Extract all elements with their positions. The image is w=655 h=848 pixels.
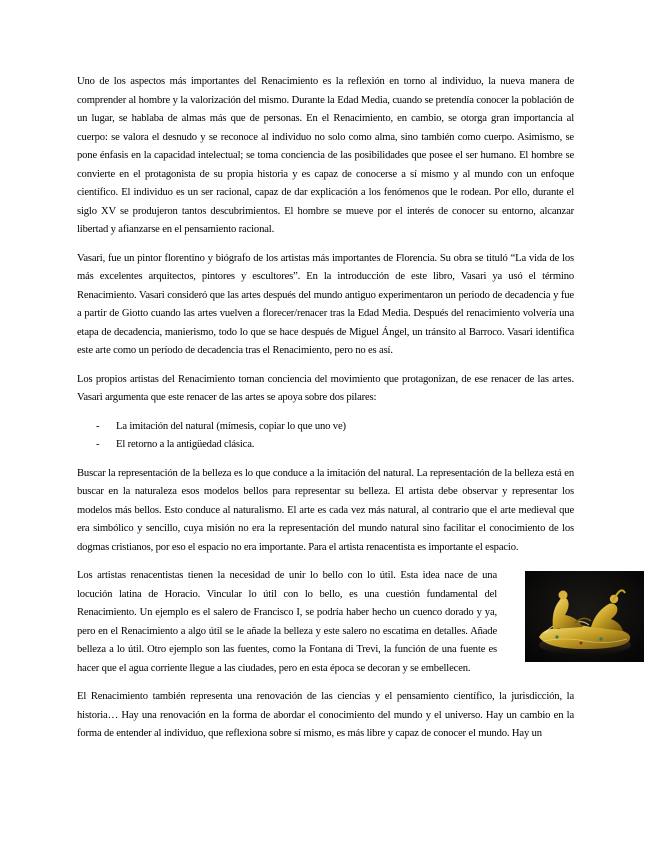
paragraph-renovacion: El Renacimiento también representa una renovación de las ciencias y el pensamiento científico, la jurisdicción, la historia… Hay una renovación en la forma de abordar el conocimiento del mundo y el universo. Hay un cambio en la forma de entender al individuo, que reflexiona sobre sí mismo, es más libre y capaz de conocer el mundo. Hay un	[77, 691, 574, 739]
salt-cellar-photo	[525, 571, 644, 662]
paragraph-vasari: Vasari, fue un pintor florentino y biógrafo de los artistas más importantes de Florencia. Su obra se tituló “La vida de los más excelentes arquitectos, pintores y escultores”. En la introducción de este libro, Vasari ya usó el término Renacimiento. Vasari consideró que las artes después del mundo antiguo experimentaron un periodo de decadencia y fue a partir de Giotto cuando las artes vuelven a florecer/renacer tras la Edad Media. Después del renacimiento volvería una etapa de decadencia, manierismo, todo lo que se hace después de Miguel Ángel, un tránsito al Barroco. Vasari identifica este arte como un período de decadencia tras el Renacimiento, pero no es así.	[77, 252, 574, 356]
paragraph-individuo: Uno de los aspectos más importantes del Renacimiento es la reflexión en torno al individuo, la nueva manera de comprender al hombre y la valorización del mismo. Durante la Edad Media, cuando se pretendía conocer la población de un lugar, se hablaba de almas más que de personas. En el Renacimiento, en cambio, se otorga gran importancia al cuerpo: se valora el desnudo y se reconoce al individuo no solo como alma, sino también como cuerpo. Asimismo, se pone énfasis en la capacidad intelectual; se toma conciencia de las posibilidades que posee el ser humano. El hombre se convierte en el protagonista de su propia historia y es capaz de conocerse a sí mismo y al mundo con un enfoque científico. El individuo es un ser racional, capaz de dar explicación a los fenómenos que le rodean. Por ello, durante el siglo XV se produjeron tantos descubrimientos. El hombre se mueve por el interés de conocer su entorno, alcanzar libertad y afianzarse en el pensamiento racional.	[77, 76, 574, 235]
bullet-dash: -	[96, 439, 100, 450]
list-item-text: La imitación del natural (mímesis, copiar lo que uno ve)	[116, 420, 346, 432]
document-body	[77, 73, 574, 754]
list-item-text: El retorno a la antigüedad clásica.	[116, 439, 255, 450]
pillars-list	[77, 418, 574, 455]
paragraph-bello-util: Los artistas renacentistas tienen la necesidad de unir lo bello con lo útil. Esta idea nace de una locución latina de Horacio. Vincular lo útil con lo bello, es una cuestión fundamental del Renacimiento. Un ejemplo es el salero de Francisco I, se podría haber hecho un cuenco dorado y ya, pero en el Renacimiento a algo útil se le añade la belleza y este salero no escatima en detalles. Añade belleza a lo útil. Otro ejemplo son las fuentes, como la Fontana di Trevi, la función de una fuente es hacer que el agua corriente llegue a las ciudades, pero en esta época se decoran y se embellecen.	[77, 570, 497, 674]
list-item	[77, 436, 574, 455]
paragraph-belleza: Buscar la representación de la belleza es lo que conduce a la imitación del natural. La representación de la belleza está en buscar en la naturaleza esos modelos bellos para representar su belleza. El artista debe observar y representar los modelos más bellos. Esto conduce al naturalismo. El arte es cada vez más natural, al contrario que el arte medieval que era simbólico y sencillo, cuya misión no era la representación del mundo natural sino facilitar el conocimiento de los dogmas cristianos, por eso el espacio no era importante. Para el artista renacentista es importante el espacio.	[77, 467, 574, 553]
list-item	[77, 418, 574, 437]
paragraph-artistas-conciencia: Los propios artistas del Renacimiento toman conciencia del movimiento que protagonizan, de ese renacer de las artes. Vasari argumenta que este renacer de las artes se apoya sobre dos pilares:	[77, 373, 574, 403]
salt-cellar-image	[525, 571, 644, 662]
bullet-dash: -	[96, 420, 100, 432]
